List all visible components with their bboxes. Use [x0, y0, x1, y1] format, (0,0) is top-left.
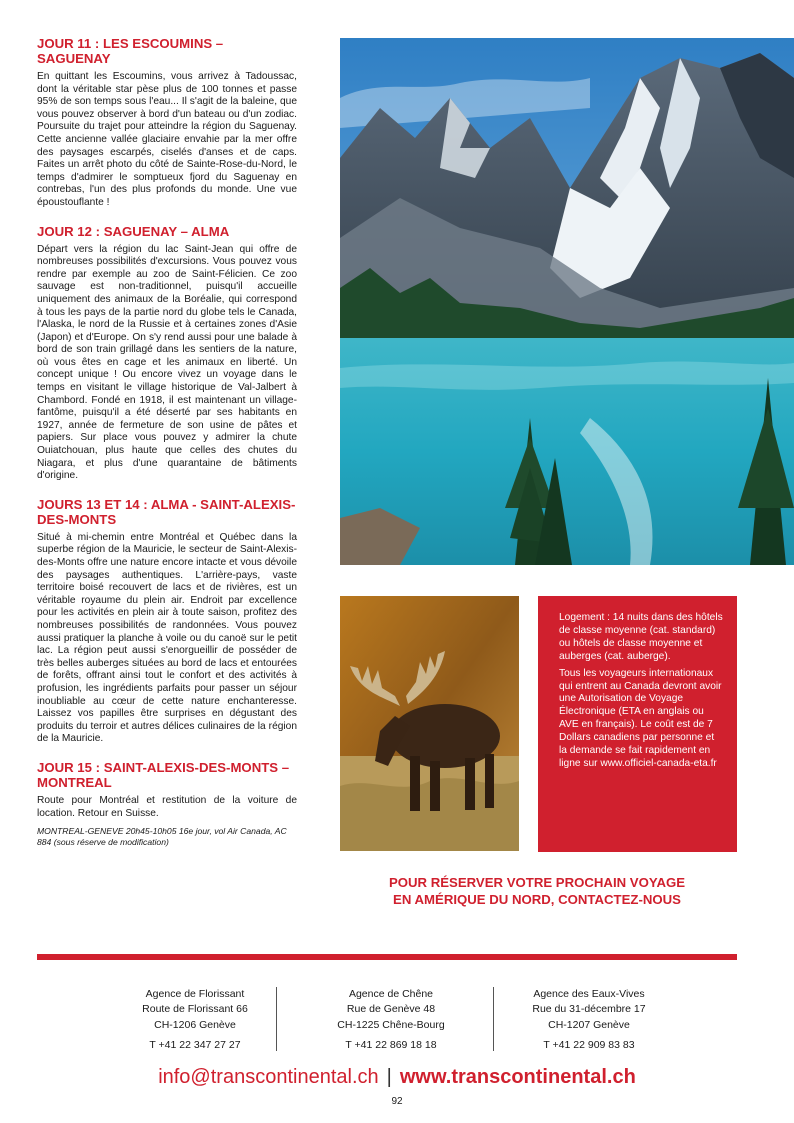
day-11-title: JOUR 11 : LES ESCOUMINS – SAGUENAY: [37, 36, 224, 66]
moose-photo: [340, 596, 519, 851]
agency-city: CH-1225 Chêne-Bourg: [337, 1018, 445, 1031]
agency-street: Rue du 31-décembre 17: [532, 1003, 646, 1016]
agency-separator: [276, 987, 277, 1051]
agency-city: CH-1207 Genève: [548, 1018, 630, 1031]
agency-florissant: [100, 987, 290, 1054]
reserve-cta-line2: EN AMÉRIQUE DU NORD, CONTACTEZ-NOUS: [393, 892, 681, 907]
day-13-14-text: Situé à mi-chemin entre Montréal et Québec dans la superbe région de la Mauricie, le secteur de Saint-Alexis-des-Monts offre une nature encore intacte et vous dévoile des paysages authentiques. L'arrière-pays, vaste territoire boisé recouvert de lacs et de rivières, est un véritable royaume du plein air. Endroit par excellence pour les activités en plein air à toute saison, profitez des nombreuses possibilités de randonnées. Vous pouvez aussi pratiquer la planche à voile ou du canoë sur le petit lac. La région peut aussi s'enorgueillir de posséder de très belles auberges situées au bord de lacs et entourées de forêts, offrant ainsi tout le confort et des activités à profusion, les ingrédients parfaits pour passer un séjour inoubliable au cœur de cette nature enchanteresse. Laissez vos papilles être surprises en dégustant des produits du terroir et autres délices culinaires de la région de la Mauricie.: [37, 531, 297, 745]
agency-name: Agence des Eaux-Vives: [533, 988, 645, 1000]
day-12-text: Départ vers la région du lac Saint-Jean qui offre de nombreuses possibilités d'excursions. Vous pouvez vous rendre par exemple au zoo de Saint-Félicien. Ce zoo sauvage est non-traditionnel, puisqu'il accueille uniquement des animaux de la Boréalie, qui correspond à tous les pays de la partie nord du globe tels le Canada, l'Alaska, le nord de la Russie et à certaines zones d'Asie (Japon) et d'Europe. On s'y rend aussi pour une balade à bord de son train grillagé dans les sentiers de la nature, où vous êtes en cage et les animaux en liberté. Un concept unique ! Ou encore vivez un voyage dans le temps en visitant le village historique de Val-Jalbert à Chambord. Fondé en 1918, il est maintenant un village-fantôme, puisqu'il a été déserté par ses habitants en 1927, année de fermeture de son usine de pâtes et papiers. Sur place vous pouvez y admirer la chute Ouiatchouan, plus haute que celles des chutes du Niagara, et plus d'une quarantaine de bâtiments d'origine.: [37, 243, 297, 482]
day-15-title: JOUR 15 : SAINT-ALEXIS-DES-MONTS – MONTREAL: [37, 759, 290, 790]
agency-phone[interactable]: T +41 22 909 83 83: [543, 1039, 635, 1052]
day-13-14-title: JOURS 13 ET 14 : ALMA - SAINT-ALEXIS-DES-MONTS: [37, 496, 296, 527]
mountain-lake-photo: [340, 38, 794, 565]
website-link[interactable]: www.transcontinental.ch: [399, 1066, 636, 1088]
travel-info-box: [538, 596, 737, 852]
agency-phone[interactable]: T +41 22 869 18 18: [345, 1039, 437, 1052]
flight-note: MONTREAL-GENEVE 20h45-10h05 16e jour, vol Air Canada, AC 884 (sous réserve de modification): [37, 826, 287, 848]
email-link[interactable]: info@transcontinental.ch: [158, 1066, 379, 1088]
agency-city: CH-1206 Genève: [154, 1018, 236, 1031]
agency-eaux-vives: [494, 987, 684, 1054]
agency-street: Route de Florissant 66: [142, 1003, 248, 1016]
itinerary-column: [37, 36, 297, 848]
agency-name: Agence de Chêne: [348, 988, 434, 1000]
contact-separator: |: [386, 1066, 392, 1088]
agency-chene: [296, 987, 486, 1054]
footer-divider: [37, 954, 737, 960]
agency-phone[interactable]: T +41 22 347 27 27: [149, 1039, 241, 1052]
reserve-cta: [340, 874, 734, 908]
reserve-cta-line1: POUR RÉSERVER VOTRE PROCHAIN VOYAGE: [388, 875, 686, 890]
eta-info: Tous les voyageurs internationaux qui entrent au Canada devront avoir une Autorisation de Voyage Électronique (ETA en anglais ou AVE en français). Le coût est de 7 Dollars canadiens par personne et la demande se fait rapidement en ligne sur www.officiel-canada-eta.fr: [559, 667, 722, 769]
lodging-info: Logement : 14 nuits dans des hôtels de classe moyenne (cat. standard) ou hôtels de classe moyenne et auberges (cat. auberge).: [559, 612, 723, 662]
agency-name: Agence de Florissant: [145, 988, 245, 1000]
day-11-text: En quittant les Escoumins, vous arrivez à Tadoussac, dont la véritable star pèse plus de 100 tonnes et passe 95% de son temps sous l'eau... Il s'agit de la baleine, que vous pouvez observer à bord d'un bateau ou d'un zodiac. Poursuite du trajet pour atteindre la région du Saguenay. Cette ancienne vallée glaciaire envahie par la mer offre des paysages escarpés, ciselés d'anses et de caps. Faites un arrêt photo du côté de Sainte-Rose-du-Nord, le temps d'admirer le somptueux fjord du Saguenay en contrebas, l'un des plus profonds du monde. Une vue époustouflante !: [37, 71, 297, 208]
day-15-text: Route pour Montréal et restitution de la voiture de location. Retour en Suisse.: [37, 794, 297, 819]
day-12-title: JOUR 12 : SAGUENAY – ALMA: [37, 223, 230, 239]
agency-street: Rue de Genève 48: [346, 1003, 436, 1016]
agencies-list: [100, 987, 690, 1053]
page-number: 92: [391, 1096, 403, 1107]
contact-line: [0, 1065, 794, 1089]
